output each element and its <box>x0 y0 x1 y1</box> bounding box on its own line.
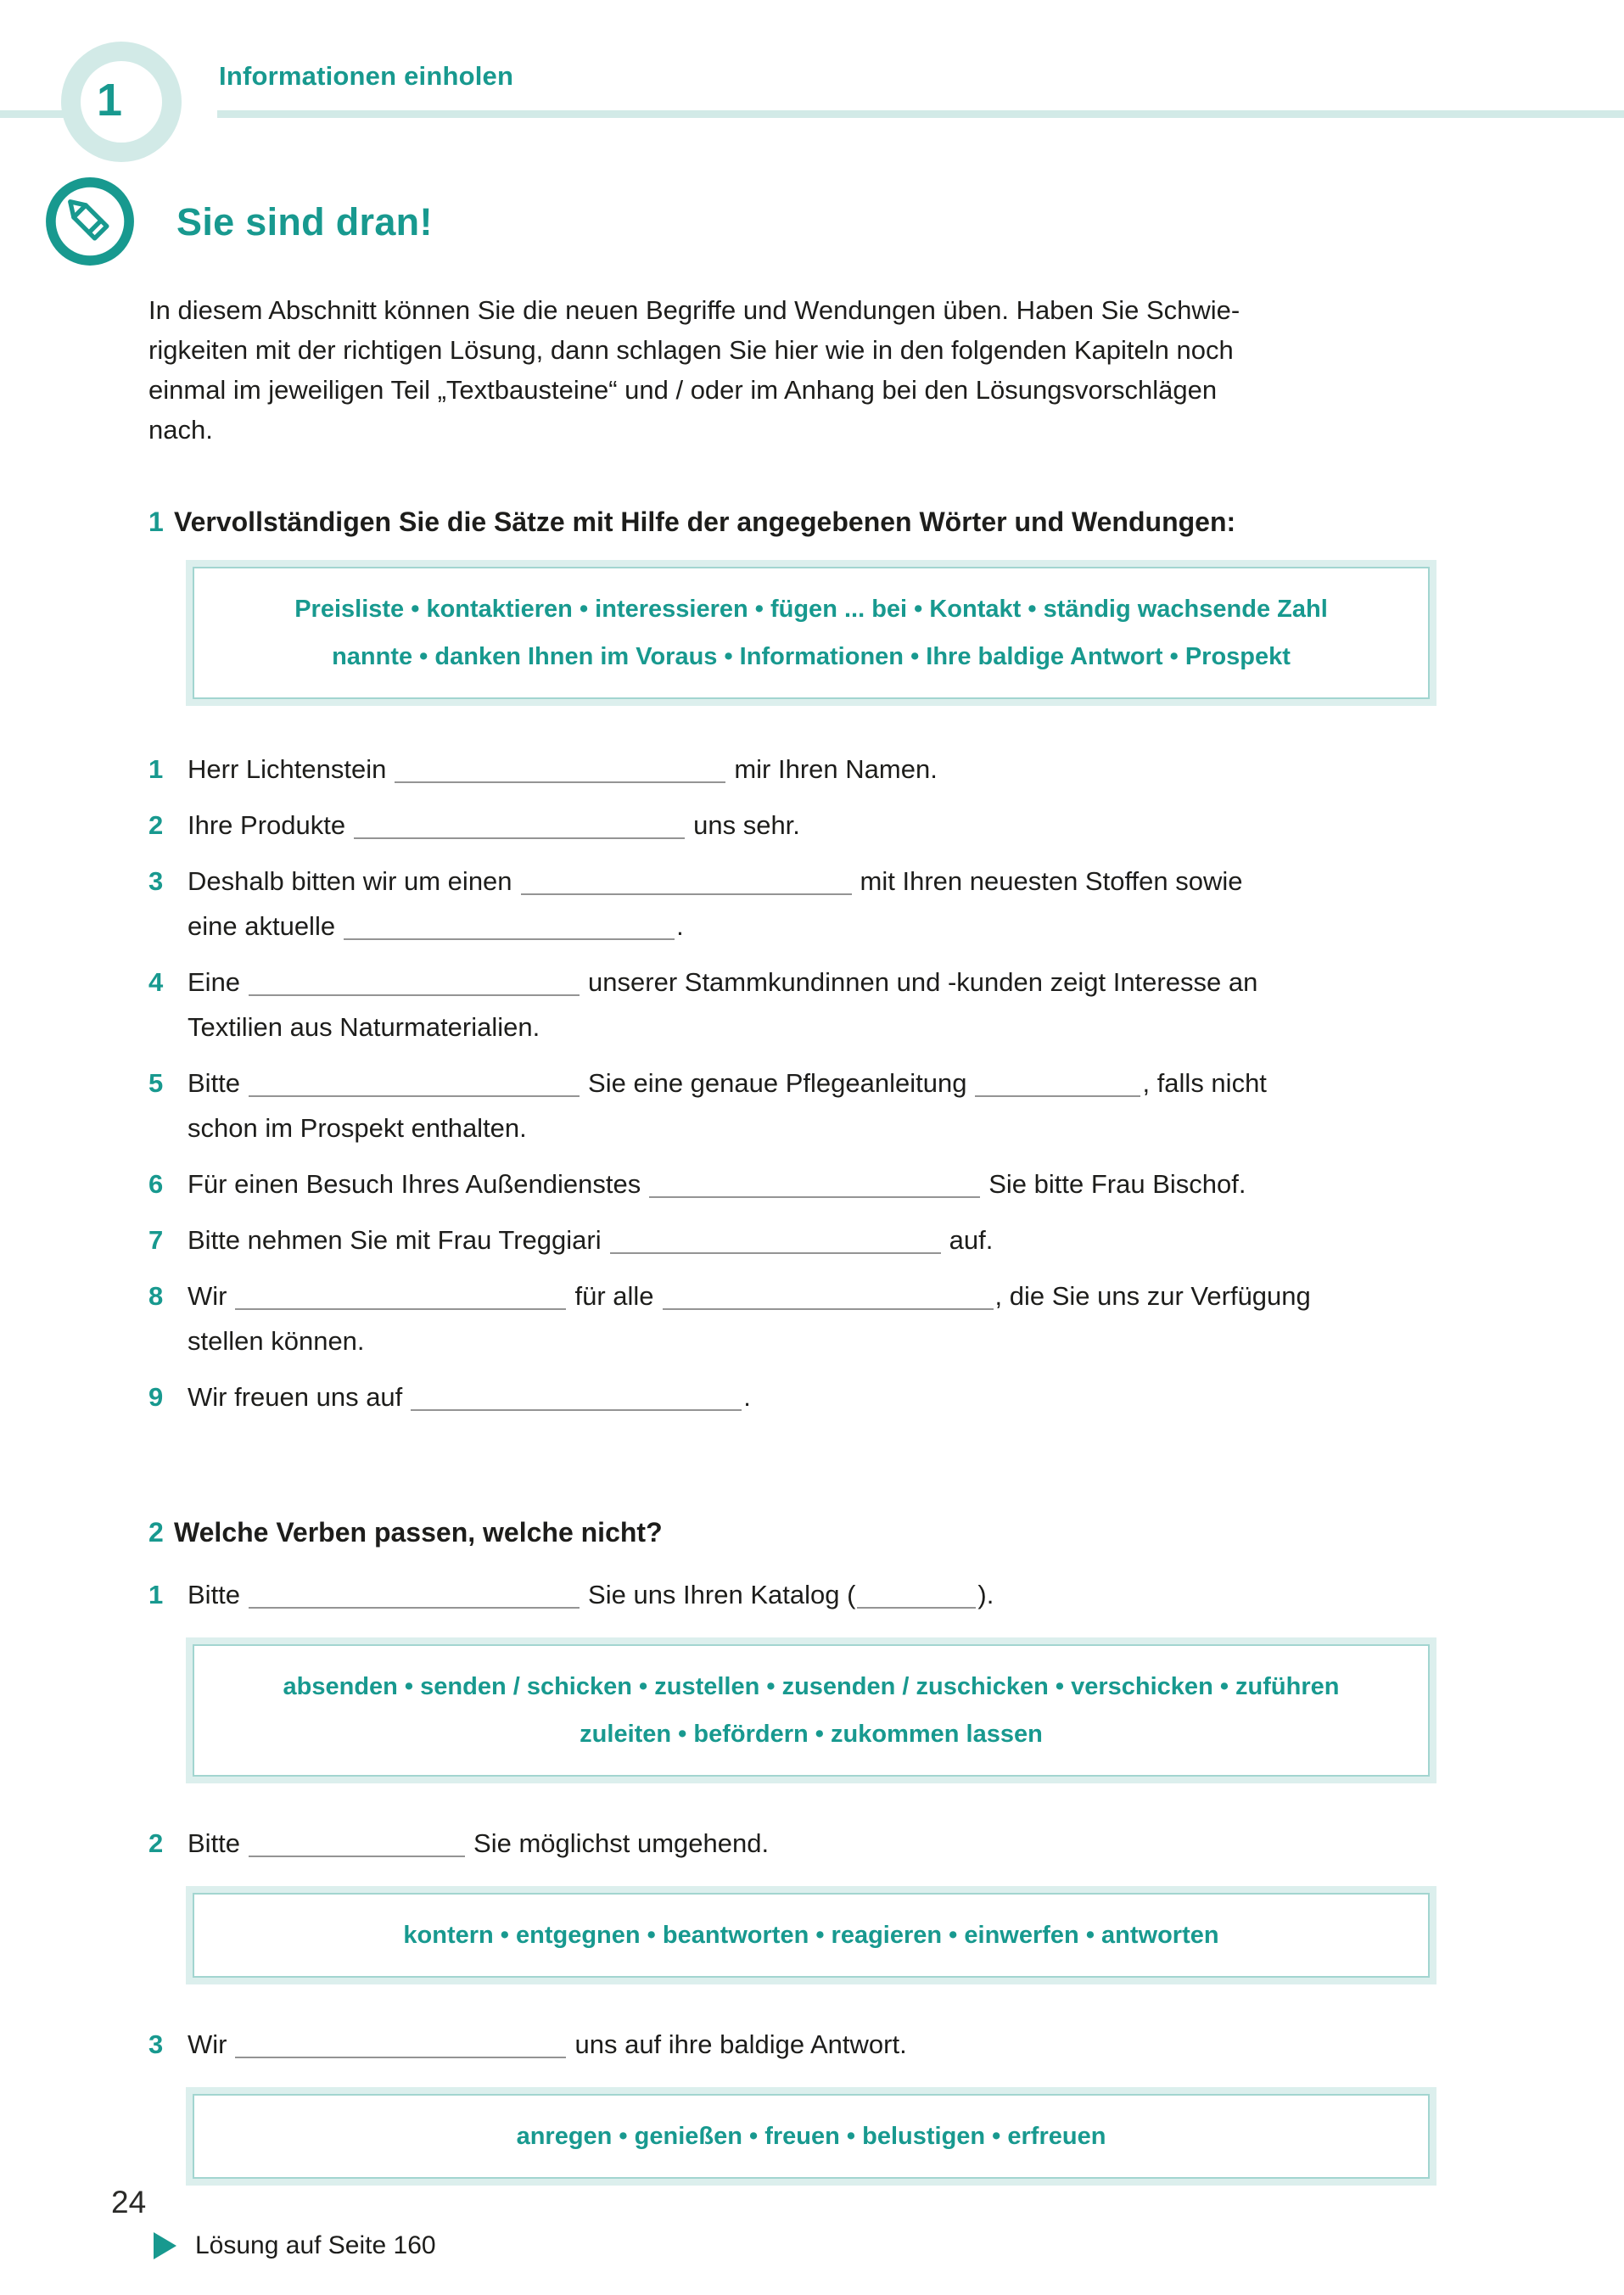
solution-arrow-icon <box>154 2232 176 2259</box>
exercise-item <box>148 1273 1447 1363</box>
intro-line: nach. <box>148 415 213 445</box>
exercise-item <box>148 2022 1447 2067</box>
item-number: 1 <box>148 1580 164 1609</box>
item-number: 2 <box>148 1828 164 1858</box>
solution-note: Lösung auf Seite 160 <box>195 2231 436 2259</box>
blank-line <box>411 1408 742 1411</box>
item-text-fragment: . <box>676 911 684 941</box>
exercise-title: Welche Verben passen, welche nicht? <box>174 1517 663 1548</box>
intro-paragraph <box>148 290 1447 450</box>
exercise-heading <box>148 1514 1447 1550</box>
item-text-fragment: Wir <box>188 1281 227 1311</box>
item-text-fragment: , falls nicht <box>1142 1068 1267 1098</box>
item-text-fragment: Deshalb bitten wir um einen <box>188 866 512 896</box>
word-box <box>193 2094 1430 2179</box>
item-text <box>188 960 1447 1050</box>
item-text-fragment: Sie uns Ihren Katalog ( <box>588 1580 856 1609</box>
item-text-fragment: Sie möglichst umgehend. <box>473 1828 770 1858</box>
item-text-fragment: auf. <box>949 1225 994 1255</box>
blank-line <box>975 1094 1140 1097</box>
item-text-fragment: , die Sie uns zur Verfügung <box>994 1281 1311 1311</box>
item-text-fragment: uns sehr. <box>693 810 800 840</box>
item-text-fragment: unserer Stammkundinnen und -kunden zeigt Interesse an <box>588 967 1258 997</box>
chapter-badge <box>61 42 182 162</box>
item-text-fragment: Eine <box>188 967 241 997</box>
item-text-fragment: Bitte <box>188 1068 241 1098</box>
exercise-item <box>148 1217 1447 1262</box>
word-box-line: Preisliste • kontaktieren • interessieren • fügen ... bei • Kontakt • ständig wachsende Zahl <box>294 596 1328 623</box>
item-number: 3 <box>148 2029 164 2059</box>
item-text-fragment: Textilien aus Naturmaterialien. <box>188 1012 540 1042</box>
word-box-line: nannte • danken Ihnen im Voraus • Informationen • Ihre baldige Antwort • Prospekt <box>332 643 1291 670</box>
item-text <box>188 803 1447 848</box>
intro-line: einmal im jeweiligen Teil „Textbausteine“ und / oder im Anhang bei den Lösungsvorschlägen <box>148 375 1218 405</box>
word-box-line: zuleiten • befördern • zukommen lassen <box>580 1721 1043 1748</box>
word-box-line: anregen • genießen • freuen • belustigen • erfreuen <box>516 2123 1106 2150</box>
intro-line: In diesem Abschnitt können Sie die neuen Begriffe und Wendungen üben. Haben Sie Schwie- <box>148 295 1240 325</box>
word-box <box>193 1893 1430 1978</box>
blank-line <box>235 2056 566 2058</box>
item-number: 3 <box>148 866 164 896</box>
blank-line <box>235 1307 566 1310</box>
item-text-fragment: Bitte <box>188 1828 241 1858</box>
item-text <box>188 1217 1447 1262</box>
blank-line <box>249 994 580 996</box>
exercise-item <box>148 1161 1447 1206</box>
item-text-fragment: Bitte <box>188 1580 241 1609</box>
item-text-fragment: für alle <box>574 1281 654 1311</box>
chapter-divider-line <box>217 110 1624 118</box>
exercise-item <box>148 1374 1447 1419</box>
exercise-item <box>148 1061 1447 1150</box>
item-text <box>188 1273 1447 1363</box>
item-number: 1 <box>148 754 164 784</box>
item-number: 2 <box>148 810 164 840</box>
blank-line <box>344 938 675 940</box>
item-text <box>188 1061 1447 1150</box>
exercise-item <box>148 1821 1447 1866</box>
exercise-item <box>148 747 1447 792</box>
item-text-fragment: Ihre Produkte <box>188 810 346 840</box>
item-text-fragment: mit Ihren neuesten Stoffen sowie <box>860 866 1243 896</box>
page-number: 24 <box>111 2185 147 2219</box>
item-text-fragment: ). <box>977 1580 994 1609</box>
main-content <box>148 290 1447 2260</box>
item-text <box>188 1572 1447 1617</box>
item-text-fragment: Für einen Besuch Ihres Außendienstes <box>188 1169 641 1199</box>
exercise-heading <box>148 504 1447 540</box>
word-box <box>193 567 1430 699</box>
blank-line <box>354 837 685 839</box>
blank-line <box>521 893 852 895</box>
exercise-item <box>148 960 1447 1050</box>
word-box-line: absenden • senden / schicken • zustellen • zusenden / zuschicken • verschicken • zuführen <box>283 1673 1340 1700</box>
item-text-fragment: Bitte nehmen Sie mit Frau Treggiari <box>188 1225 602 1255</box>
item-text-fragment: schon im Prospekt enthalten. <box>188 1113 527 1143</box>
item-text <box>188 859 1447 949</box>
item-number: 5 <box>148 1068 164 1098</box>
pencil-icon <box>45 176 135 266</box>
blank-line <box>649 1195 980 1198</box>
item-number: 9 <box>148 1382 164 1412</box>
exercise-item <box>148 1572 1447 1617</box>
item-number: 6 <box>148 1169 164 1199</box>
item-text-fragment: stellen können. <box>188 1326 365 1356</box>
chapter-title: Informationen einholen <box>219 61 514 91</box>
blank-line <box>610 1251 941 1254</box>
blank-line <box>395 781 725 783</box>
chapter-number: 1 <box>96 75 123 126</box>
word-box-line: kontern • entgegnen • beantworten • reagieren • einwerfen • antworten <box>403 1922 1219 1949</box>
exercise-number: 2 <box>148 1517 164 1548</box>
item-text-fragment: Sie bitte Frau Bischof. <box>988 1169 1246 1199</box>
blank-line <box>249 1855 465 1857</box>
item-number: 7 <box>148 1225 164 1255</box>
item-text <box>188 1374 1447 1419</box>
blank-line <box>663 1307 994 1310</box>
exercise-number: 1 <box>148 507 164 537</box>
exercise-2-items <box>148 1572 1447 2179</box>
item-text <box>188 1161 1447 1206</box>
item-text-fragment: Herr Lichtenstein <box>188 754 387 784</box>
item-text-fragment: Wir <box>188 2029 227 2059</box>
item-text-fragment: Wir freuen uns auf <box>188 1382 403 1412</box>
item-text-fragment: . <box>743 1382 751 1412</box>
exercise-item <box>148 803 1447 848</box>
item-text-fragment: uns auf ihre baldige Antwort. <box>574 2029 907 2059</box>
word-box <box>193 1644 1430 1777</box>
item-text-fragment: eine aktuelle <box>188 911 336 941</box>
solution-note-row <box>154 2231 1447 2260</box>
item-text <box>188 2022 1447 2067</box>
item-number: 8 <box>148 1281 164 1311</box>
exercise-item <box>148 859 1447 949</box>
exercise-title: Vervollständigen Sie die Sätze mit Hilfe der angegebenen Wörter und Wendungen: <box>174 507 1236 537</box>
item-text-fragment: Sie eine genaue Pflegeanleitung <box>588 1068 967 1098</box>
item-text-fragment: mir Ihren Namen. <box>734 754 938 784</box>
item-number: 4 <box>148 967 164 997</box>
chapter-badge-inner <box>81 61 162 143</box>
section-heading: Sie sind dran! <box>176 200 433 243</box>
blank-line <box>249 1606 580 1609</box>
exercise-1-items <box>148 747 1447 1419</box>
intro-line: rigkeiten mit der richtigen Lösung, dann schlagen Sie hier wie in den folgenden Kapiteln noch <box>148 335 1234 365</box>
item-text <box>188 747 1447 792</box>
blank-line <box>857 1606 976 1609</box>
blank-line <box>249 1094 580 1097</box>
item-text <box>188 1821 1447 1866</box>
